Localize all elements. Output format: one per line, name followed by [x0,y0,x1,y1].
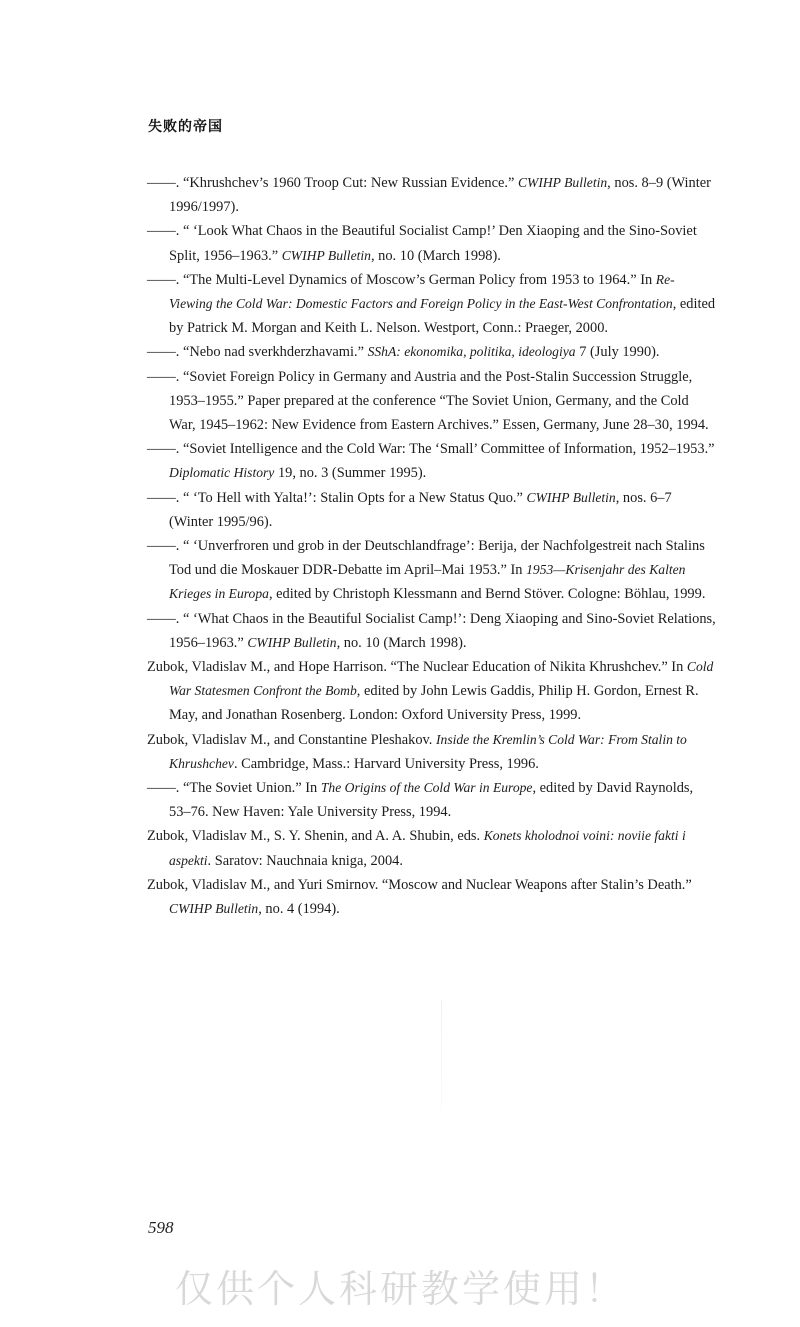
bibliography-entry [147,824,717,872]
entry-text: ——. “Soviet Intelligence and the Cold War: The ‘Small’ Committee of Information, 1952–1953.” [147,441,715,458]
entry-text: Zubok, Vladislav M., and Yuri Smirnov. “Moscow and Nuclear Weapons after Stalin’s Death.” [147,876,692,893]
entry-italic-title: Konets kholodnoi voini: noviie fakti i aspekti [169,828,686,868]
entry-text: ——. “Nebo nad sverkhderzhavami.” [147,344,368,361]
bibliography-entry [147,219,717,267]
entry-text: , no. 10 (March 1998). [336,634,467,651]
running-head: 失败的帝国 [148,119,223,135]
entry-italic-title: CWIHP Bulletin [169,901,259,917]
bibliography-entry [147,268,717,341]
entry-text: , no. 10 (March 1998). [370,247,501,264]
entry-italic-title: SShA: ekonomika, politika, ideologiya [367,344,576,360]
entry-text: Zubok, Vladislav M., S. Y. Shenin, and A. A. Shubin, eds. [147,828,484,845]
entry-italic-title: Diplomatic History [169,465,275,481]
entry-italic-title: Cold War Statesmen Confront the Bomb [169,659,714,699]
entry-text: , edited by Patrick M. Morgan and Keith L. Nelson. Westport, Conn.: Praeger, 2000. [169,296,716,337]
scan-artifact [441,1000,442,1110]
entry-text: , no. 4 (1994). [258,901,340,918]
entry-italic-title: CWIHP Bulletin [517,175,608,190]
entry-text: ——. “ ‘To Hell with Yalta!’: Stalin Opts for a New Status Quo.” [147,489,527,506]
entry-text: , edited by John Lewis Gaddis, Philip H. Gordon, Ernest R. May, and Jonathan Rosenberg. London: Oxford University Press, 1999. [169,683,699,724]
entry-text: , edited by David Raynolds, 53–76. New Haven: Yale University Press, 1994. [169,780,694,821]
bibliography-entry [147,607,717,655]
bibliography-entry [147,486,717,534]
entry-text: , nos. 6–7 (Winter 1995/96). [169,489,672,530]
entry-text: . Cambridge, Mass.: Harvard University Press, 1996. [233,755,539,772]
page-number: 598 [148,1218,174,1237]
entry-text: ——. “ ‘Look What Chaos in the Beautiful Socialist Camp!’ Den Xiaoping and the Sino-Soviet Split, 1956–1963.” [147,223,697,264]
bibliography-entry [147,534,717,607]
bibliography-list [147,171,717,921]
bibliography-entry [147,776,717,824]
entry-text: ——. “ ‘Unverfroren und grob in der Deutschlandfrage’: Berija, der Nachfolgestreit nach Stalins Tod und die Moskauer DDR-Debatte im April–Mai 1953.” In [147,538,705,579]
entry-italic-title: CWIHP Bulletin [247,634,337,650]
entry-italic-title: 1953—Krisenjahr des Kalten Krieges in Europa [169,562,686,602]
bibliography-entry [147,728,717,776]
entry-text: Zubok, Vladislav M., and Constantine Pleshakov. [147,731,436,748]
bibliography-entry [147,340,717,364]
entry-text: ——. “ ‘What Chaos in the Beautiful Socialist Camp!’: Deng Xiaoping and Sino-Soviet Relations, 1956–1963.” [147,610,716,651]
entry-italic-title: The Origins of the Cold War in Europe [320,780,533,796]
entry-text: ——. “Khrushchev’s 1960 Troop Cut: New Russian Evidence.” [147,175,518,191]
entry-italic-title: CWIHP Bulletin [526,489,616,505]
bibliography-entry [147,437,717,485]
entry-text: Zubok, Vladislav M., and Hope Harrison. “The Nuclear Education of Nikita Khrushchev.” In [147,659,687,676]
entry-text: 7 (July 1990). [575,344,660,361]
watermark-text: 仅供个人科研教学使用！ [175,1267,627,1311]
entry-text: . Saratov: Nauchnaia kniga, 2004. [207,852,403,869]
entry-italic-title: Inside the Kremlin’s Cold War: From Stalin to Khrushchev [169,731,687,771]
entry-italic-title: CWIHP Bulletin [281,247,371,263]
entry-text: , edited by Christoph Klessmann and Bernd Stöver. Cologne: Böhlau, 1999. [268,586,706,603]
bibliography-entry [147,873,717,921]
entry-italic-title: Re-Viewing the Cold War: Domestic Factors and Foreign Policy in the East-West Confrontation [169,271,675,312]
bibliography-entry [147,655,717,728]
entry-text: ——. “The Soviet Union.” In [147,780,321,797]
bibliography-entry [147,171,717,219]
entry-text: ——. “Soviet Foreign Policy in Germany and Austria and the Post-Stalin Succession Struggle, 1953–1955.” Paper prepared at the conference “The Soviet Union, Germany, and the Cold War, 1945–1962: New Evidence from Eastern Archives.” Essen, Germany, June 28–30, 1994. [147,368,709,434]
bibliography-entry [147,365,717,438]
entry-text: , nos. 8–9 (Winter 1996/1997). [169,175,711,216]
entry-text: ——. “The Multi-Level Dynamics of Moscow’s German Policy from 1953 to 1964.” In [147,271,656,288]
entry-text: 19, no. 3 (Summer 1995). [274,465,427,482]
